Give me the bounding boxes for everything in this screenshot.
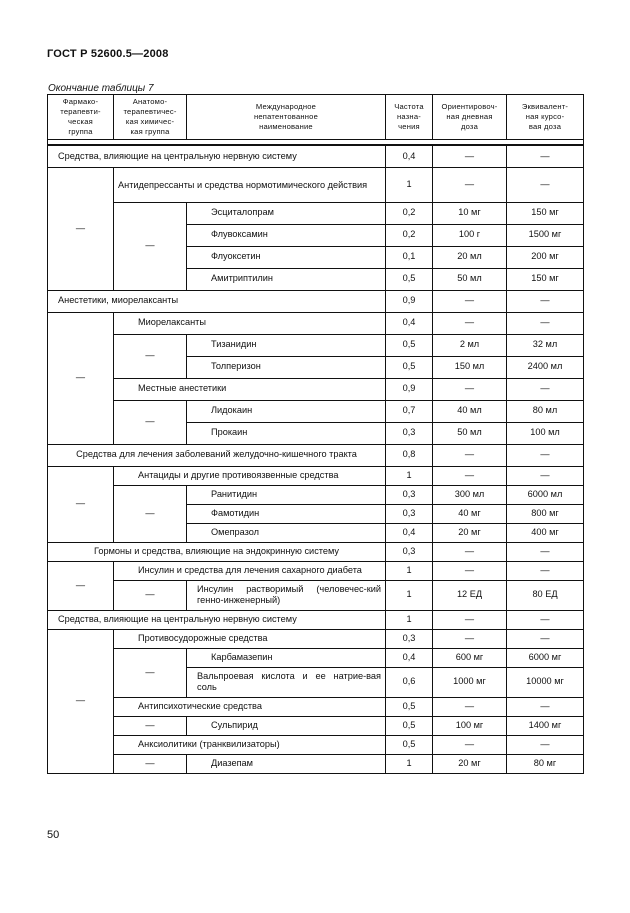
frequency: 1: [386, 754, 433, 773]
dash: —: [507, 697, 584, 716]
group-name: Средства для лечения заболеваний желудочно-кишечного тракта: [48, 444, 386, 466]
drug-name: Эсциталопрам: [187, 202, 386, 224]
daily-dose: 100 мг: [433, 716, 507, 735]
subgroup-name: Противосудорожные средства: [114, 629, 386, 648]
subgroup-name: Антидепрессанты и средства нормотимического действия: [114, 167, 386, 202]
group-name: Средства, влияющие на центральную нервную систему: [48, 610, 386, 629]
frequency: 0,1: [386, 246, 433, 268]
drug-name: Ранитидин: [187, 485, 386, 504]
dash: —: [48, 629, 114, 773]
table-row: [48, 167, 584, 202]
dash: —: [433, 561, 507, 580]
table-row: [48, 697, 584, 716]
frequency: 0,4: [386, 648, 433, 667]
course-dose: 80 ЕД: [507, 580, 584, 610]
daily-dose: 20 мг: [433, 523, 507, 542]
table-row: [48, 754, 584, 773]
course-dose: 1500 мг: [507, 224, 584, 246]
drug-name: Фамотидин: [187, 504, 386, 523]
daily-dose: 50 мл: [433, 268, 507, 290]
daily-dose: 20 мл: [433, 246, 507, 268]
dash: —: [433, 378, 507, 400]
table-row: [48, 610, 584, 629]
frequency: 0,3: [386, 629, 433, 648]
daily-dose: 2 мл: [433, 334, 507, 356]
frequency: 0,8: [386, 444, 433, 466]
frequency: 0,4: [386, 523, 433, 542]
dash: —: [114, 202, 187, 290]
drug-name: Лидокаин: [187, 400, 386, 422]
frequency: 0,3: [386, 422, 433, 444]
dash: —: [433, 444, 507, 466]
daily-dose: 12 ЕД: [433, 580, 507, 610]
course-dose: 150 мг: [507, 268, 584, 290]
dash: —: [433, 542, 507, 561]
table-row: [48, 202, 584, 224]
group-name: Анестетики, миорелаксанты: [48, 290, 386, 312]
subgroup-name: Инсулин и средства для лечения сахарного диабета: [114, 561, 386, 580]
course-dose: 100 мл: [507, 422, 584, 444]
dash: —: [507, 378, 584, 400]
table-row: [48, 466, 584, 485]
daily-dose: 150 мл: [433, 356, 507, 378]
frequency: 0,4: [386, 312, 433, 334]
dash: —: [507, 167, 584, 202]
col-header-atc-group: Анатомо- терапевтичес- кая химичес- кая группа: [114, 95, 187, 140]
frequency: 0,2: [386, 224, 433, 246]
dash: —: [507, 542, 584, 561]
course-dose: 2400 мл: [507, 356, 584, 378]
frequency: 0,5: [386, 334, 433, 356]
dash: —: [507, 312, 584, 334]
table-row: [48, 378, 584, 400]
frequency: 0,5: [386, 697, 433, 716]
dash: —: [114, 400, 187, 444]
daily-dose: 600 мг: [433, 648, 507, 667]
table-row: [48, 444, 584, 466]
frequency: 0,3: [386, 542, 433, 561]
drug-name: Вальпроевая кислота и ее натрие-вая соль: [187, 667, 386, 697]
subgroup-name: Антациды и другие противоязвенные средства: [114, 466, 386, 485]
frequency: 0,9: [386, 290, 433, 312]
col-header-inn: Международное непатентованное наименование: [187, 95, 386, 140]
course-dose: 1400 мг: [507, 716, 584, 735]
document-code: ГОСТ Р 52600.5—2008: [47, 48, 169, 60]
drug-name: Сульпирид: [187, 716, 386, 735]
table-row: [48, 485, 584, 504]
drug-name: Инсулин растворимый (человечес-кий генно-инженерный): [187, 580, 386, 610]
dash: —: [114, 754, 187, 773]
drug-table: [47, 94, 584, 774]
daily-dose: 50 мл: [433, 422, 507, 444]
dash: —: [507, 145, 584, 167]
dash: —: [433, 629, 507, 648]
table-row: [48, 312, 584, 334]
table-row: [48, 334, 584, 356]
daily-dose: 100 г: [433, 224, 507, 246]
course-dose: 32 мл: [507, 334, 584, 356]
dash: —: [433, 167, 507, 202]
dash: —: [114, 334, 187, 378]
subgroup-name: Антипсихотические средства: [114, 697, 386, 716]
frequency: 0,4: [386, 145, 433, 167]
course-dose: 6000 мг: [507, 648, 584, 667]
dash: —: [507, 629, 584, 648]
frequency: 0,9: [386, 378, 433, 400]
dash: —: [433, 735, 507, 754]
table-row: [48, 580, 584, 610]
frequency: 1: [386, 466, 433, 485]
col-header-course-dose: Эквивалент- ная курсо- вая доза: [507, 95, 584, 140]
dash: —: [433, 290, 507, 312]
col-header-frequency: Частота назна- чения: [386, 95, 433, 140]
course-dose: 200 мг: [507, 246, 584, 268]
group-name: Гормоны и средства, влияющие на эндокринную систему: [48, 542, 386, 561]
dash: —: [433, 466, 507, 485]
daily-dose: 300 мл: [433, 485, 507, 504]
frequency: 1: [386, 561, 433, 580]
drug-name: Омепразол: [187, 523, 386, 542]
frequency: 1: [386, 610, 433, 629]
dash: —: [433, 312, 507, 334]
subgroup-name: Анксиолитики (транквилизаторы): [114, 735, 386, 754]
dash: —: [114, 716, 187, 735]
daily-dose: 40 мг: [433, 504, 507, 523]
group-name: Средства, влияющие на центральную нервную систему: [48, 145, 386, 167]
drug-name: Прокаин: [187, 422, 386, 444]
drug-name: Флувоксамин: [187, 224, 386, 246]
dash: —: [507, 444, 584, 466]
table-row: [48, 290, 584, 312]
dash: —: [433, 610, 507, 629]
dash: —: [114, 648, 187, 697]
table-row: [48, 561, 584, 580]
frequency: 0,5: [386, 716, 433, 735]
drug-name: Тизанидин: [187, 334, 386, 356]
dash: —: [507, 466, 584, 485]
course-dose: 6000 мл: [507, 485, 584, 504]
dash: —: [48, 561, 114, 610]
frequency: 1: [386, 580, 433, 610]
table-row: [48, 716, 584, 735]
dash: —: [433, 697, 507, 716]
dash: —: [48, 167, 114, 290]
dash: —: [507, 610, 584, 629]
table-caption: Окончание таблицы 7: [48, 83, 154, 94]
drug-name: Диазепам: [187, 754, 386, 773]
table-row: [48, 735, 584, 754]
dash: —: [48, 312, 114, 444]
frequency: 0,6: [386, 667, 433, 697]
dash: —: [507, 561, 584, 580]
table-row: [48, 542, 584, 561]
drug-name: Флуоксетин: [187, 246, 386, 268]
col-header-pharm-group: Фармако- терапевти- ческая группа: [48, 95, 114, 140]
course-dose: 80 мл: [507, 400, 584, 422]
course-dose: 150 мг: [507, 202, 584, 224]
dash: —: [507, 735, 584, 754]
daily-dose: 40 мл: [433, 400, 507, 422]
table-row: [48, 648, 584, 667]
table-row: [48, 629, 584, 648]
drug-name: Толперизон: [187, 356, 386, 378]
frequency: 0,5: [386, 735, 433, 754]
frequency: 0,7: [386, 400, 433, 422]
col-header-daily-dose: Ориентировоч- ная дневная доза: [433, 95, 507, 140]
course-dose: 80 мг: [507, 754, 584, 773]
daily-dose: 20 мг: [433, 754, 507, 773]
frequency: 0,3: [386, 485, 433, 504]
course-dose: 400 мг: [507, 523, 584, 542]
frequency: 0,3: [386, 504, 433, 523]
daily-dose: 1000 мг: [433, 667, 507, 697]
subgroup-name: Местные анестетики: [114, 378, 386, 400]
frequency: 0,5: [386, 356, 433, 378]
page-number: 50: [47, 829, 60, 841]
table-row: [48, 400, 584, 422]
frequency: 1: [386, 167, 433, 202]
dash: —: [433, 145, 507, 167]
drug-name: Карбамазепин: [187, 648, 386, 667]
dash: —: [507, 290, 584, 312]
subgroup-name: Миорелаксанты: [114, 312, 386, 334]
frequency: 0,2: [386, 202, 433, 224]
frequency: 0,5: [386, 268, 433, 290]
course-dose: 800 мг: [507, 504, 584, 523]
dash: —: [48, 466, 114, 542]
table-row: [48, 145, 584, 167]
dash: —: [114, 485, 187, 542]
daily-dose: 10 мг: [433, 202, 507, 224]
drug-name: Амитриптилин: [187, 268, 386, 290]
table-header-row: [48, 95, 584, 140]
dash: —: [114, 580, 187, 610]
course-dose: 10000 мг: [507, 667, 584, 697]
